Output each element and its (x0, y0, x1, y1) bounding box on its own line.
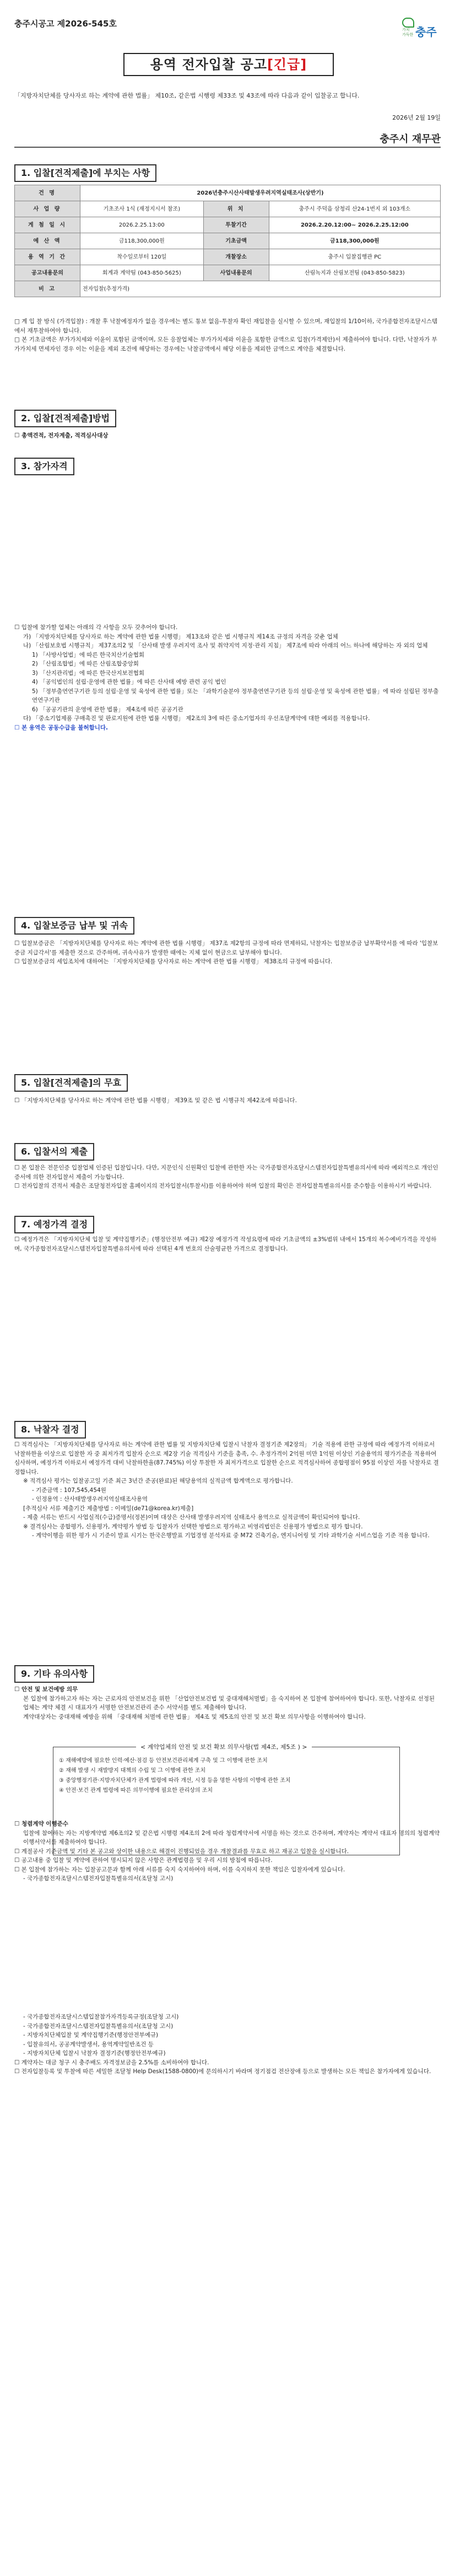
section-1-notes (14, 317, 441, 353)
cell-value: 2026년충주시산사태발생우려지역실태조사(상반기) (80, 185, 441, 201)
city-logo (391, 13, 441, 39)
cell-value: 2026.2.20.12:00~ 2026.2.25.12:00 (269, 217, 440, 233)
section-1-title: 1. 입찰[견적제출]에 부치는 사항 (14, 164, 156, 182)
box-item: ③ 중앙행정기관·지방자치단체가 관계 법령에 따라 개선, 시정 등을 명한 사항의 이행에 관한 조치 (59, 1778, 291, 1784)
section-9-footer (14, 2012, 441, 2076)
box-item: ④ 안전·보건 관계 법령에 따른 의무이행에 필요한 관리상의 조치 (59, 1788, 213, 1794)
text-line: 나) 「산림보호법 시행규칙」 제37조의2 및 「산사태 발생 우려지역 조사 및 취약지역 지정·관리 지침」 제7조에 따라 아래의 어느 하나에 해당하는 자 외의 업체 (23, 642, 428, 649)
section-3-text (14, 623, 441, 732)
text-line: ☐ 전자입찰등록 및 투찰에 따른 세밀한 조달청 Help Desk(1588-0800)에 문의하시기 바라며 정기점검 전산장애 등으로 발생하는 모든 책임은 참가자에게 있습니다. (14, 2068, 431, 2075)
text-line: 계약대상자는 중대재해 예방을 위해 「중대재해 처벌에 관한 법률」 제4조 및 제5조의 안전 및 보건 확보 의무사항을 이행하여야 합니다. (23, 1713, 366, 1720)
section-3-title: 3. 참가자격 (14, 458, 74, 475)
section-8-title: 8. 낙찰자 결정 (14, 1421, 86, 1439)
leaf-icon (402, 18, 414, 28)
text-line: [추적심사 서류 제출기간 제출방법 : 이메일(de71@korea.kr)제출] (23, 1505, 194, 1512)
cell-label: 비 고 (15, 281, 80, 297)
section-4-title: 4. 입찰보증금 납부 및 귀속 (14, 917, 134, 935)
text-line: - 지방자치단체입찰 및 계약집행기준(행정안전부예규) (23, 2032, 159, 2038)
section-7-title: 7. 예정가격 결정 (14, 1216, 94, 1233)
text-line: 2) 「산림조합법」에 따른 산림조합중앙회 (32, 661, 139, 667)
text-line: - 계약이행을 위한 평가 시 기준이 발표 시기는 한국은행발표 기업경영 분석자료 중 M72 건축기술, 엔지니어링 및 기타 과학기술 서비스업을 기준 적용 합니다. (32, 1532, 430, 1539)
text-line: - 인정용역 : 산사태발생우려지역실태조사용역 (32, 1496, 148, 1502)
text-line: 6) 「공공기관의 운영에 관한 법률」 제4조에 따른 공공기관 (32, 706, 183, 713)
cell-value: 금118,300,000원 (80, 233, 204, 249)
section-9-text-b (14, 1820, 441, 1883)
text-line: - 입찰유의서, 공공계약발생서, 용역계약일반조건 등 (23, 2041, 154, 2048)
notice-number: 충주시공고 제2026-545호 (14, 19, 117, 29)
section-2-title: 2. 입찰[견적제출]방법 (14, 410, 116, 427)
text-line: ☐ 계약자는 대금 청구 시 충주배도 자격정보금을 2.5%를 소비하여야 합니다. (14, 2059, 209, 2066)
text-line: ☐ 입찰보증금의 세입조치에 대하여는 「지방자치단체를 당사자로 하는 계약에 관한 법률 시행령」 제38조의 규정에 따릅니다. (14, 958, 333, 965)
section-6-text (14, 1163, 441, 1191)
text-line: ☐ 본 용역은 공동수급을 불허합니다. (14, 724, 109, 731)
cell-value: 금118,300,000원 (269, 233, 440, 249)
section-2-text: ☐ 총액견적, 전자계출, 적격심사대상 (14, 432, 109, 439)
text-line: 가) 「지방자치단체를 당사자로 하는 계약에 관한 법률 시행령」 제13조와 같은 법 시행규칙 제14조 규정의 자격을 갖춘 업체 (23, 633, 338, 640)
text-line: - 제출 서류는 반드시 사업실적(수급)증명서(정본)이며 대상은 산사태 발생우려지역 실태조사 용역으로 실적금액이 확인되어야 합니다. (23, 1514, 360, 1521)
section-4-text (14, 939, 441, 967)
logo-tagline: 가치 가득한 (402, 28, 414, 37)
text-line: 입찰에 참여하는 자는 지방계약법 제6조의2 및 같은법 시행령 제4조의 2에 따라 청렴계약서에 서명을 하는 것으로 간주하며, 계약자는 계약서 대표자 명의의 청렴계약이행서약서를 제출하여야 합니다. (23, 1829, 440, 1845)
note-1: □ 계 입 찰 방식 (가격입찰) : 개찰 후 낙찰예정자가 없을 경우에는 별도 통보 없음-투찰자 확인 재입찰을 실시할 수 있으며, 재입찰의 1/10이하, 국가종합전자조달시스템에서 재투찰하여야 합니다. (14, 318, 438, 334)
text-line: 5) 「정부출연연구기관 등의 설립·운영 및 육성에 관한 법률」또는 「과학기술분야 정부출연연구기관 등의 설립·운영 및 육성에 관한 법률」에 따라 설립된 정부출연연구기관 (32, 688, 439, 704)
text-line: - 국가종합전자조달시스템입찰참가자격등록규정(조달청 고시) (23, 2014, 179, 2020)
intro-text: 「지방자치단체를 당사자로 하는 계약에 관한 법률」 제10조, 같은법 시행령 제33조 및 43조에 따라 다음과 같이 입찰공고 합니다. (14, 92, 360, 99)
bid-info-table (14, 185, 441, 297)
notice-date: 2026년 2월 19일 (392, 114, 441, 121)
text-line: ☐ 안전 및 보건예방 의무 (14, 1686, 78, 1693)
text-line: 3) 「산지관리법」에 따른 한국산지보전협회 (32, 669, 145, 677)
text-line: ☐ 입찰보증금은 「지방자치단체를 당사자로 하는 계약에 관한 법률 시행령」 제37조 제2항의 규정에 따라 면제하되, 낙찰자는 입찰보증금 납부확약서를 에 따라 '입찰보증금 지급각서'를 제출한 것으로 간주하며, 귀속사유가 발생한 때에는 지체 없이 현금으로 납부해야 합니다. (14, 940, 438, 956)
cell-label: 건 명 (15, 185, 80, 201)
text-line: 1) 「사방사업법」에 따른 한국치산기술협회 (32, 651, 145, 658)
cell-value: 회계과 계약팀 (043-850-5625) (80, 265, 204, 281)
text-line: ☐ 본 입찰은 전문인증 입찰업체 인증된 입찰입니다. 다만, 지문인식 신원확인 입찰에 관한한 자는 국가종합전자조달시스템전자입찰특별유의서에 따라 예외적으로 개인인증서에 의한 전자입찰서 제출이 가능합니다. (14, 1164, 438, 1180)
box-item: ① 재해예방에 필요한 인력·예산·점검 등 안전보건관리체계 구축 및 그 이행에 관한 조치 (59, 1758, 268, 1764)
section-9-text-a (14, 1685, 441, 1721)
text-line: - 국가종합전자조달시스템전자입찰특별유의서(조달청 고시) (23, 1875, 174, 1882)
text-line: ☐ 적격심사는 「지방자치단체를 당사자로 하는 계약에 관한 법률 및 지방자치단체 입찰시 낙찰자 결정기준 제2장의」 기술 적용에 관한 규정에 따라 예정가격 이하로서 낙찰하한율 이상으로 입찰한 자 중 최저가격 입찰자 순으로 제2장 기술 적격심사 기준을 총족, 수. 추정가격이 2억원 미만 1억원 이상인 기술용역의 평가기준을 적용하여 심사하며, 예정가격 이하로서 예정가격 대비 낙찰하한율(87.745%) 이상 투찰한 자 최저가격으로 입찰한 순으로 적격심사하여 종합평점이 95점 이상인 자를 낙찰자로 결정합니다. (14, 1441, 439, 1475)
urgent-tag: [긴급] (267, 57, 307, 72)
section-6-title: 6. 입찰서의 제출 (14, 1143, 94, 1161)
section-9-title: 9. 기타 유의사항 (14, 1665, 94, 1683)
text-line: 다) 「중소기업제품 구매촉진 및 판로지원에 관한 법률 시행령」 제2조의 3에 따른 중소기업자의 우선조달계약에 대한 예외를 적용합니다. (23, 715, 370, 722)
text-line: 본 입찰에 참가하고자 하는 자는 근로자의 안전보건을 위한 「산업안전보건법 및 중대재해처벌법」을 숙지하여 본 입찰에 참여하여야 합니다. 또한, 낙찰자로 선정된 업체는 계약 체결 시 대표자가 서명한 안전보건관리 준수 서약서를 별도 제출해야 합니다. (23, 1695, 435, 1711)
cell-label: 예 산 액 (15, 233, 80, 249)
notice-title: 용역 전자입찰 공고[긴급] (123, 53, 334, 76)
text-line: ☐ 공고내용 중 입찰 및 계약에 관하여 명시되지 않은 사항은 관계법령을 및 우리 시의 방침에 따릅니다. (14, 1857, 273, 1864)
text-line: 4) 「공익법인의 설립·운영에 관한 법률」에 따른 산사태 예방 관련 공익 법인 (32, 679, 226, 685)
section-5-text: ☐ 「지방자치단체를 당사자로 하는 계약에 관한 법률 시행령」 제39조 및 같은 법 시행규칙 제42조에 따릅니다. (14, 1097, 297, 1104)
box-caption: < 계약업체의 안전 및 보건 확보 의무사항(법 제4조, 제5조 ) > (136, 1742, 312, 1751)
section-8-text (14, 1440, 441, 1541)
divider (14, 147, 441, 148)
issuing-org: 충주시 재무관 (380, 133, 441, 145)
text-line: ☐ 입찰에 참가할 업체는 아래의 각 사항을 모두 갖추어야 합니다. (14, 624, 178, 631)
text-line: ☐ 계절공사 기준금액 및 기타 본 공고와 상이한 내용으로 해결이 진행되었을 경우 개찰결과를 무효로 하고 재공고 입찰을 실시합니다. (14, 1848, 349, 1855)
cell-label: 게 첨 일 시 (15, 217, 80, 233)
cell-value: 산림녹지과 산림보전팀 (043-850-5823) (269, 265, 440, 281)
text-line: - 국가종합전자조달시스템전자입찰특별유의서(조달청 고시) (23, 2022, 174, 2030)
section-7-text: ☐ 예정가격은 「지방자치단체 입찰 및 계약집행기준」(행정안전부 예규) 제2장 예정가격 작성요령에 따라 기초금액의 ±3%범위 내에서 15개의 복수예비가격을 작성하며, 국가종합전자조달시스템전자입찰특별유의서에 따라 선택된 4개 번호의 산술평균한 가격으로 결정합니다. (14, 1236, 437, 1252)
text-line: ☐ 전자입찰의 견적서 제출은 조달청전자입찰 홈페이지의 전자입찰서(투찰서)를 이용하여야 하며 입찰의 확인은 전자입찰특별유의서를 준수함을 이용하시기 바랍니다. (14, 1183, 432, 1189)
text-line: ☐ 본 입찰에 참가하는 자는 입찰공고문과 함께 아래 서류를 숙지 숙지하여야 하며, 이를 숙지하지 못한 책임은 입찰자에게 있습니다. (14, 1866, 345, 1873)
cell-value: 전자입찰(추정가격) (80, 281, 441, 297)
cell-label: 투찰기간 (203, 217, 269, 233)
text-line: - 지방자치단체 입찰시 낙찰자 결정기준(행정안전부예규) (23, 2050, 166, 2057)
text-line: ※ 결격심사는 종합평가, 신용평가, 계약평가 방법 등 입찰자가 선택한 방법으로 평가하고 비영리법인은 신용평가 방법으로 평가 합니다. (23, 1523, 363, 1530)
cell-value: 2026.2.25.13:00 (80, 217, 204, 233)
cell-label: 사 업 량 (15, 201, 80, 217)
text-line: ※ 적격심사 평가는 입찰공고일 기준 최근 3년간 준공(완료)된 해당용역의 실적금액 합계액으로 평가합니다. (23, 1478, 293, 1484)
cell-label: 위 치 (203, 201, 269, 217)
cell-label: 용 역 기 간 (15, 249, 80, 265)
cell-label: 개찰장소 (203, 249, 269, 265)
cell-label: 사업내용문의 (203, 265, 269, 281)
logo-wordmark: 충주 (415, 25, 437, 39)
cell-value: 기초조사 1식 (재정지시서 참조) (80, 201, 204, 217)
section-5-title: 5. 입찰[견적제출]의 무효 (14, 1074, 128, 1092)
cell-value: 착수일로부터 120일 (80, 249, 204, 265)
cell-label: 공고내용문의 (15, 265, 80, 281)
box-item: ② 재해 발생 시 재발방지 대책의 수립 및 그 이행에 관한 조치 (59, 1768, 206, 1774)
note-2: □ 본 기초금액은 부가가치세와 이윤이 포함된 금액이며, 모든 응찰업체는 부가가치세와 이윤을 포함한 금액으로 입찰(가격제안)서 제출하여야 합니다. 다만, 낙찰자가 부가가치세 면세자인 경우 이는 이윤을 제외 조건에 해당하는 경우에는 낙찰금액에서 해당 이용을 제외한 금액으로 계약을 체결합니다. (14, 336, 437, 352)
cell-value: 충주시 주덕읍 삼청리 산24-1번지 외 103개소 (269, 201, 440, 217)
text-line: - 기준금액 : 107,545,454원 (32, 1486, 106, 1494)
cell-value: 충주시 입찰집행관 PC (269, 249, 440, 265)
text-line: ☐ 청렴계약 이행준수 (14, 1821, 68, 1827)
cell-label: 기초금액 (203, 233, 269, 249)
